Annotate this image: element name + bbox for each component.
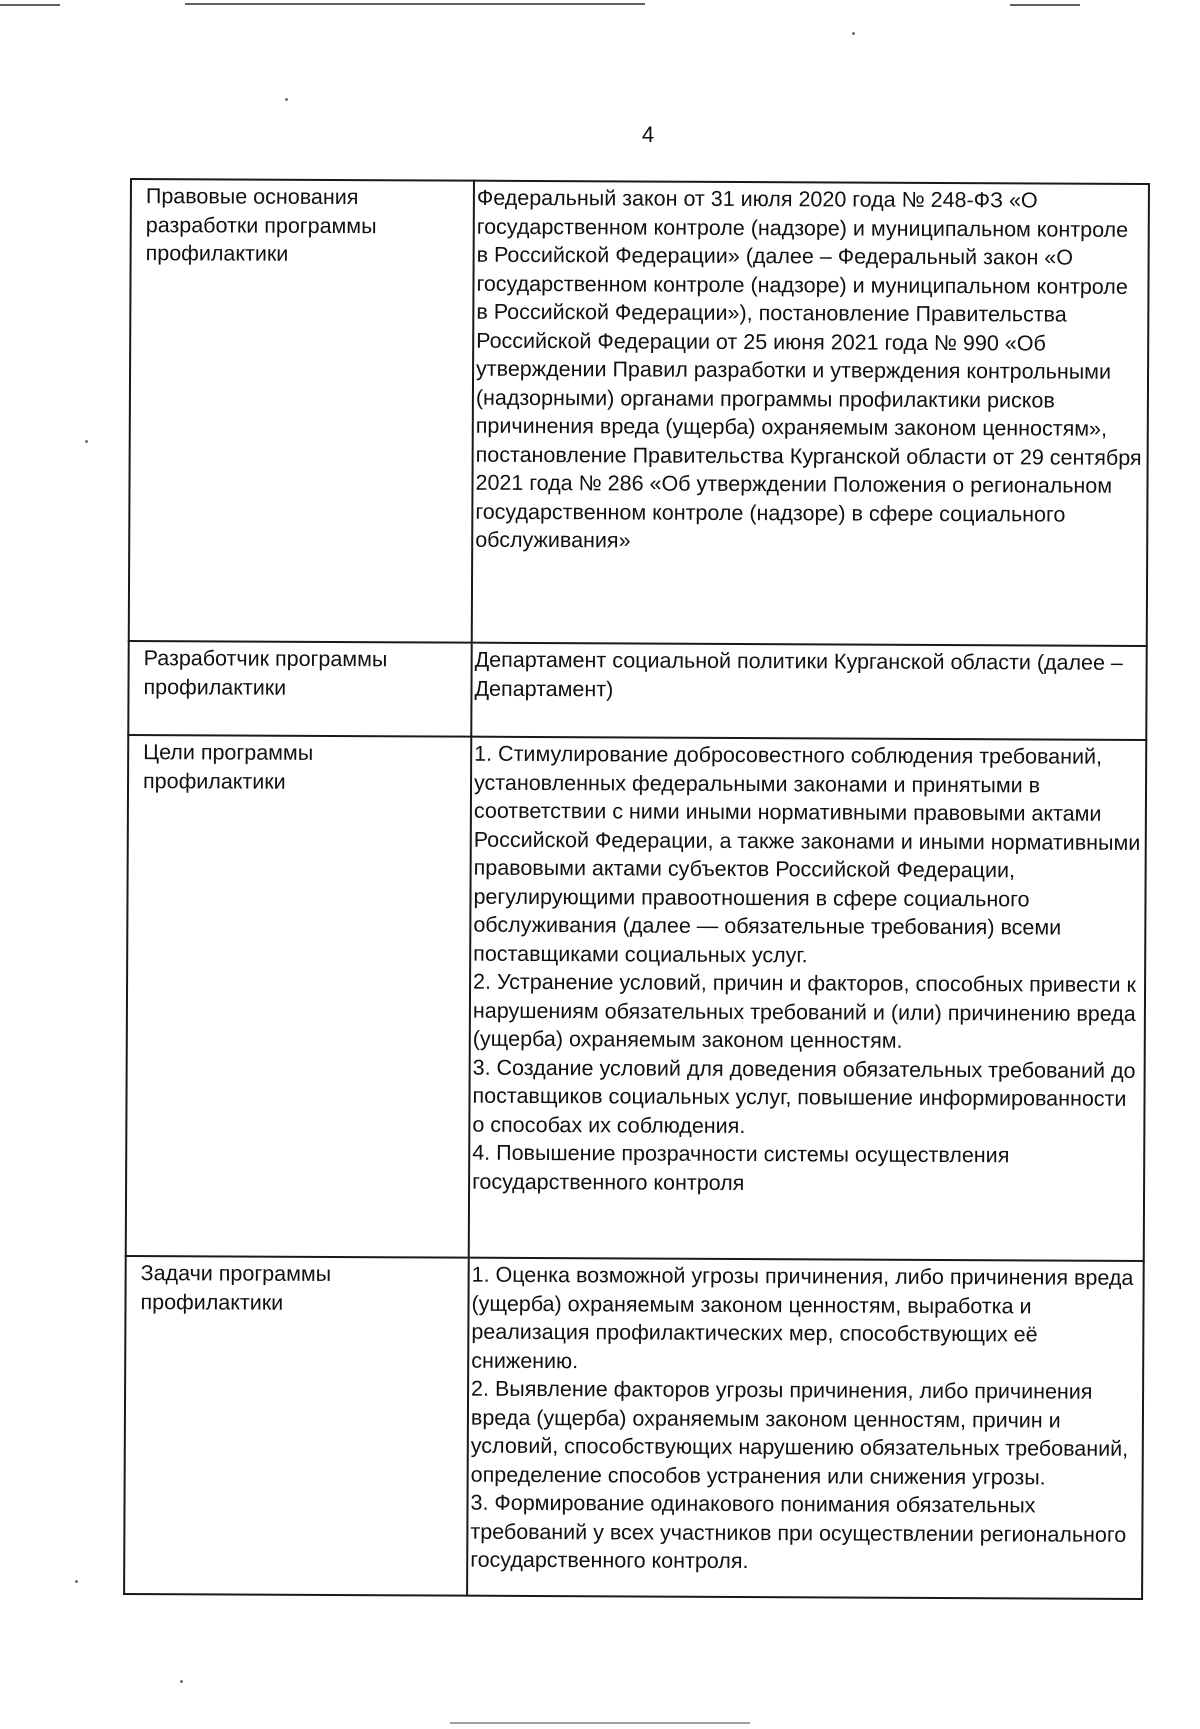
table-row bbox=[126, 735, 1147, 1261]
scan-speck bbox=[285, 98, 288, 101]
program-passport-table bbox=[123, 178, 1150, 1600]
scan-artifact-top-center bbox=[185, 3, 645, 5]
row-content bbox=[471, 643, 1146, 740]
content-paragraph: 3. Создание условий для доведения обязательных требований до поставщиков социальных услуг, повышение информированности о способах их соблюдения. bbox=[472, 1055, 1136, 1138]
scan-artifact-top-left bbox=[0, 4, 60, 6]
content-paragraph: 1. Оценка возможной угрозы причинения, либо причинения вреда (ущерба) охраняемым законом ценностям, выработка и реализация профилактических мер, способствующих её снижению. bbox=[471, 1262, 1134, 1373]
content-paragraph: 3. Формирование одинакового понимания обязательных требований у всех участников при осуществлении регионального государственного контроля. bbox=[470, 1490, 1127, 1574]
scan-speck bbox=[75, 1580, 78, 1583]
content-paragraph: Департамент социальной политики Курганской области (далее – Департамент) bbox=[474, 647, 1123, 701]
row-content bbox=[469, 737, 1147, 1261]
scan-speck bbox=[85, 440, 88, 443]
scan-artifact-top-right bbox=[1010, 4, 1080, 6]
content-paragraph: 2. Устранение условий, причин и факторов, способных привести к нарушениям обязательных требований и (или) причинению вреда (ущерба) охраняемым законом ценностям. bbox=[472, 969, 1136, 1053]
page-number: 4 bbox=[641, 122, 655, 147]
row-content bbox=[472, 181, 1149, 646]
row-label: Правовые основания разработки программы профилактики bbox=[129, 179, 474, 643]
table-row bbox=[124, 1256, 1144, 1599]
row-label: Разработчик программы профилактики bbox=[128, 641, 471, 737]
table-row bbox=[129, 179, 1149, 646]
content-paragraph: 4. Повышение прозрачности системы осуществления государственного контроля bbox=[472, 1140, 1010, 1195]
scan-speck bbox=[852, 32, 855, 35]
row-label: Цели программы профилактики bbox=[126, 735, 472, 1258]
content-paragraph: 1. Стимулирование добросовестного соблюдения требований, установленных федеральными законами и принятыми в соответствии с ними иными нормативными правовыми актами Российской Федерации, а также законами и иными нормативными правовыми актами субъектов Российской Федерации, регулирующими правоотношения в сфере социального обслуживания (далее — обязательные требования) всеми поставщиками социальных услуг. bbox=[473, 741, 1141, 967]
row-content bbox=[467, 1258, 1144, 1599]
content-paragraph: 2. Выявление факторов угрозы причинения, либо причинения вреда (ущерба) охраняемым законом ценностям, причин и условий, способствующих нарушению обязательных требований, определение способов устранения или снижения угрозы. bbox=[470, 1376, 1129, 1489]
row-label: Задачи программы профилактики bbox=[124, 1256, 469, 1596]
table-row bbox=[128, 641, 1146, 740]
content-paragraph: Федеральный закон от 31 июля 2020 года № 248-ФЗ «О государственном контроле (надзоре) и муниципальном контроле в Российской Федерации» (далее – Федеральный закон «О государственном контроле (надзоре) и муниципальном контроле в Российской Федерации»), постановление Правительства Российской Федерации от 25 июня 2021 года № 990 «Об утверждении Правил разработки и утверждения контрольными (надзорными) органами программы профилактики рисков причинения вреда (ущерба) охраняемым законом ценностям», постановление Правительства Курганской области от 29 сентября 2021 года № 286 «Об утверждении Положения о региональном государственном контроле (надзоре) в сфере социального обслуживания» bbox=[475, 185, 1142, 553]
scan-artifact-bottom bbox=[450, 1722, 750, 1724]
scan-speck bbox=[180, 1680, 183, 1683]
